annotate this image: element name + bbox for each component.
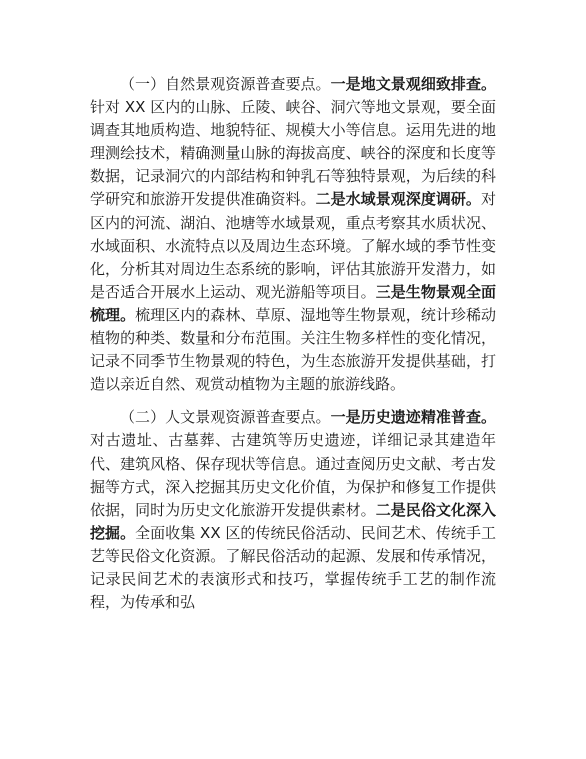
subpoint-heading: 二是水域景观深度调研。 [315, 190, 481, 209]
section-heading: （二）人文景观资源普查要点。 [120, 408, 331, 427]
body-text: 梳理区内的森林、草原、湿地等生物景观，统计珍稀动植物的种类、数量和分布范围。关注生物多样性的变化情况，记录不同季节生物景观的特色，为生态旅游开发提供基础，打造以亲近自然、观赏动植物为主题的旅游线路。 [90, 305, 496, 394]
body-text: 针对 XX 区内的山脉、丘陵、峡谷、洞穴等地文景观，要全面调查其地质构造、地貌特征、规模大小等信息。 [90, 98, 496, 140]
section-cultural-landscape [90, 406, 496, 614]
subpoint-heading: 三是生物景观全面梳理。 [90, 282, 496, 324]
body-text: 对区内的河流、湖泊、池塘等水域景观，重点考察其水质状况、水域面积、水流特点以及周边生态环境。了解水域的季节性变化，分析其对周边生态系统的影响，评估其旅游开发潜力，如是否适合开展水上运动、观光游船等项目。 [90, 190, 496, 301]
body-text: 对古遗址、古墓葬、古建筑等历史遗迹，详细记录其建造年代、建筑风格、保存现状等信息。通过查阅历史文献、考古发掘等方式，深入挖掘其历史文化价值，为保护和修复工作提供依据，同时为历史文化旅游开发提供素材。 [90, 431, 496, 519]
body-text: 全面收集 XX 区的传统民俗活动、民间艺术、传统手工艺等民俗文化资源。了解民俗活动的起源、发展和传承情况，记录民间艺术的表演形式和技巧，掌握传统手工艺的制作流程，为传承和弘 [90, 523, 496, 612]
body-text: 运用先进的地理测绘技术，精确测量山脉的海拔高度、峡谷的深度和长度等数据，记录洞穴的内部结构和钟乳石等独特景观，为后续的科学研究和旅游开发提供准确资料。 [90, 121, 496, 209]
subpoint-heading: 二是民俗文化深入挖掘。 [90, 500, 496, 542]
section-heading: （一）自然景观资源普查要点。 [120, 75, 331, 93]
section-natural-landscape [90, 73, 496, 396]
subpoint-heading: 一是地文景观细致排查。 [330, 75, 496, 93]
document-body [90, 73, 496, 614]
subpoint-heading: 一是历史遗迹精准普查。 [330, 408, 496, 427]
